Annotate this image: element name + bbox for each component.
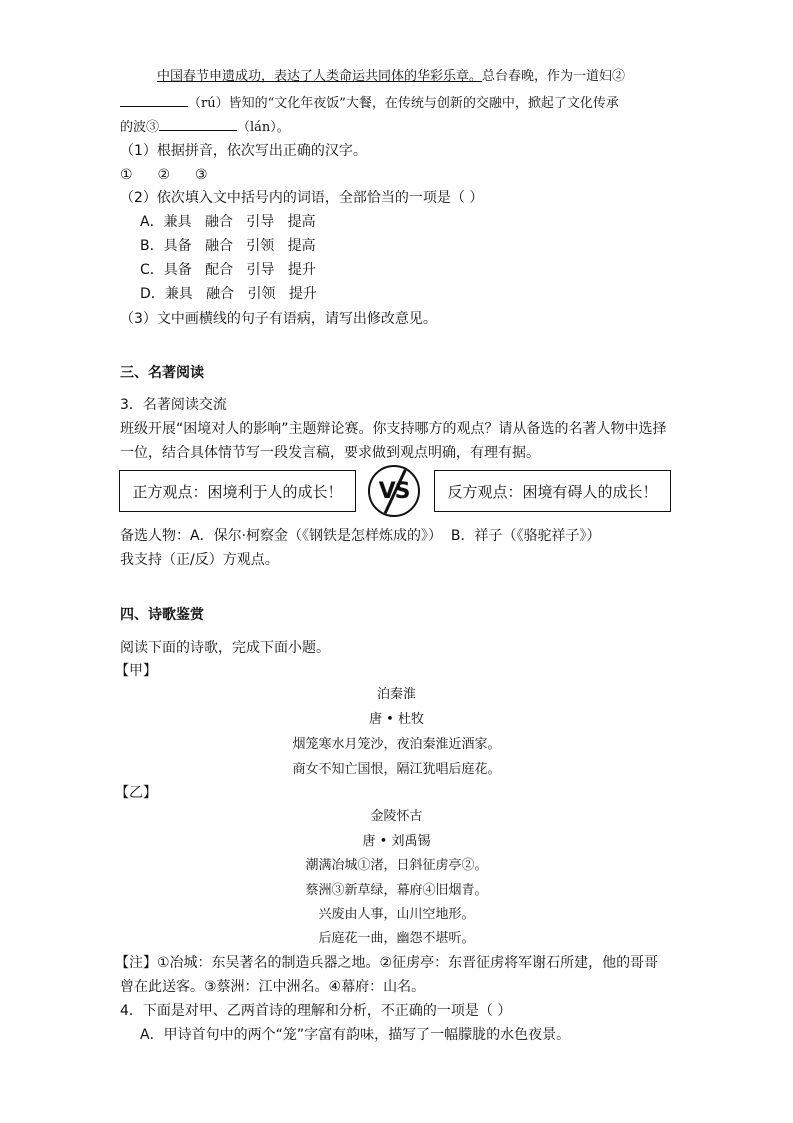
poem-label-jia: 【甲】 [115,663,157,679]
poem-1-title: 泊秦淮 [376,687,416,702]
con-viewpoint-box [434,470,671,512]
mark-2: ② [157,167,171,183]
poem-2-line-2: 蔡洲③新草绿，幕府④旧烟青。 [305,883,488,898]
vs-text: VS [378,478,410,504]
period: 。 [276,120,290,135]
question-3-line-1: 班级开展“困境对人的影响”主题辩论赛。你支持哪方的观点？请从备选的名著人物中选择 [120,421,667,437]
passage-line-2 [120,92,619,114]
option-a[interactable]: A．兼具 融合 引导 提高 [140,214,316,230]
poem-note-line-1: 【注】①冶城：东吴著名的制造兵器之地。②征虏亭：东晋征虏将军谢石所建，他的哥哥 [115,955,659,971]
support-statement: 我支持（正/反）方观点。 [120,552,279,568]
mark-3: ③ [194,167,208,183]
section-3-title: 三、名著阅读 [120,365,204,381]
answer-marks [120,165,208,185]
sub-question-3: （3）文中画横线的句子有语病，请写出修改意见。 [120,311,437,327]
poem-intro: 阅读下面的诗歌，完成下面小题。 [120,640,330,656]
question-3-title: 3．名著阅读交流 [120,397,227,413]
answer-blank-3[interactable] [159,116,237,131]
con-viewpoint: 反方观点：困境有碍人的成长！ [447,482,658,501]
passage-text: 的波③ [120,120,160,135]
poem-2-author: 唐 • 刘禹锡 [362,834,431,849]
poem-label-yi: 【乙】 [115,785,157,801]
question-4-option-a[interactable]: A．甲诗首句中的两个“笼”字富有韵味，描写了一幅朦胧的水色夜景。 [140,1027,571,1043]
poem-2-line-3: 兴废由人事，山川空地形。 [318,907,475,922]
pro-viewpoint: 正方观点：困境利于人的成长！ [132,482,343,501]
pinyin-ru: （rú） [188,96,229,111]
candidate-characters: 备选人物：A．保尔·柯察金（《钢铁是怎样炼成的》） B．祥子（《骆驼祥子》） [120,528,601,544]
sub-question-1: （1）根据拼音，依次写出正确的汉字。 [120,143,367,159]
poem-2-title: 金陵怀古 [370,809,423,824]
vs-badge [368,465,420,517]
passage-line-3 [120,116,290,138]
poem-1-author: 唐 • 杜牧 [369,712,424,727]
poem-note-line-2: 曾在此送客。③蔡洲：江中洲名。④幕府：山名。 [120,979,426,995]
option-c[interactable]: C．具备 配合 引导 提升 [140,262,316,278]
question-3-line-2: 一位，结合具体情节写一段发言稿，要求做到观点明确，有理有据。 [120,445,540,461]
pro-viewpoint-box [119,470,356,512]
passage-text: 总台春晚，作为一道妇② [482,69,626,84]
pinyin-lan: （lán） [237,120,277,135]
question-4: 4．下面是对甲、乙两首诗的理解和分析，不正确的一项是（ ） [120,1003,512,1019]
passage-line-1 [157,67,625,87]
poem-2-line-4: 后庭花一曲，幽怨不堪听。 [318,931,475,946]
answer-blank-2[interactable] [120,92,188,107]
poem-1-line-1: 烟笼寒水月笼沙，夜泊秦淮近酒家。 [292,737,501,752]
option-b[interactable]: B．具备 融合 引领 提高 [140,238,316,254]
sub-question-2: （2）依次填入文中括号内的词语，全部恰当的一项是（ ） [120,190,484,206]
underlined-sentence: 中国春节申遗成功，表达了人类命运共同体的华彩乐章。 [157,69,483,84]
poem-1-line-2: 商女不知亡国恨，隔江犹唱后庭花。 [292,762,501,777]
poem-2-line-1: 潮满冶城①渚，日斜征虏亭②。 [305,858,488,873]
mark-1: ① [120,167,133,183]
section-4-title: 四、诗歌鉴赏 [120,607,204,623]
option-d[interactable]: D．兼具 融合 引领 提升 [140,286,317,302]
passage-text: 皆知的“文化年夜饭”大餐，在传统与创新的交融中，掀起了文化传承 [228,96,619,111]
